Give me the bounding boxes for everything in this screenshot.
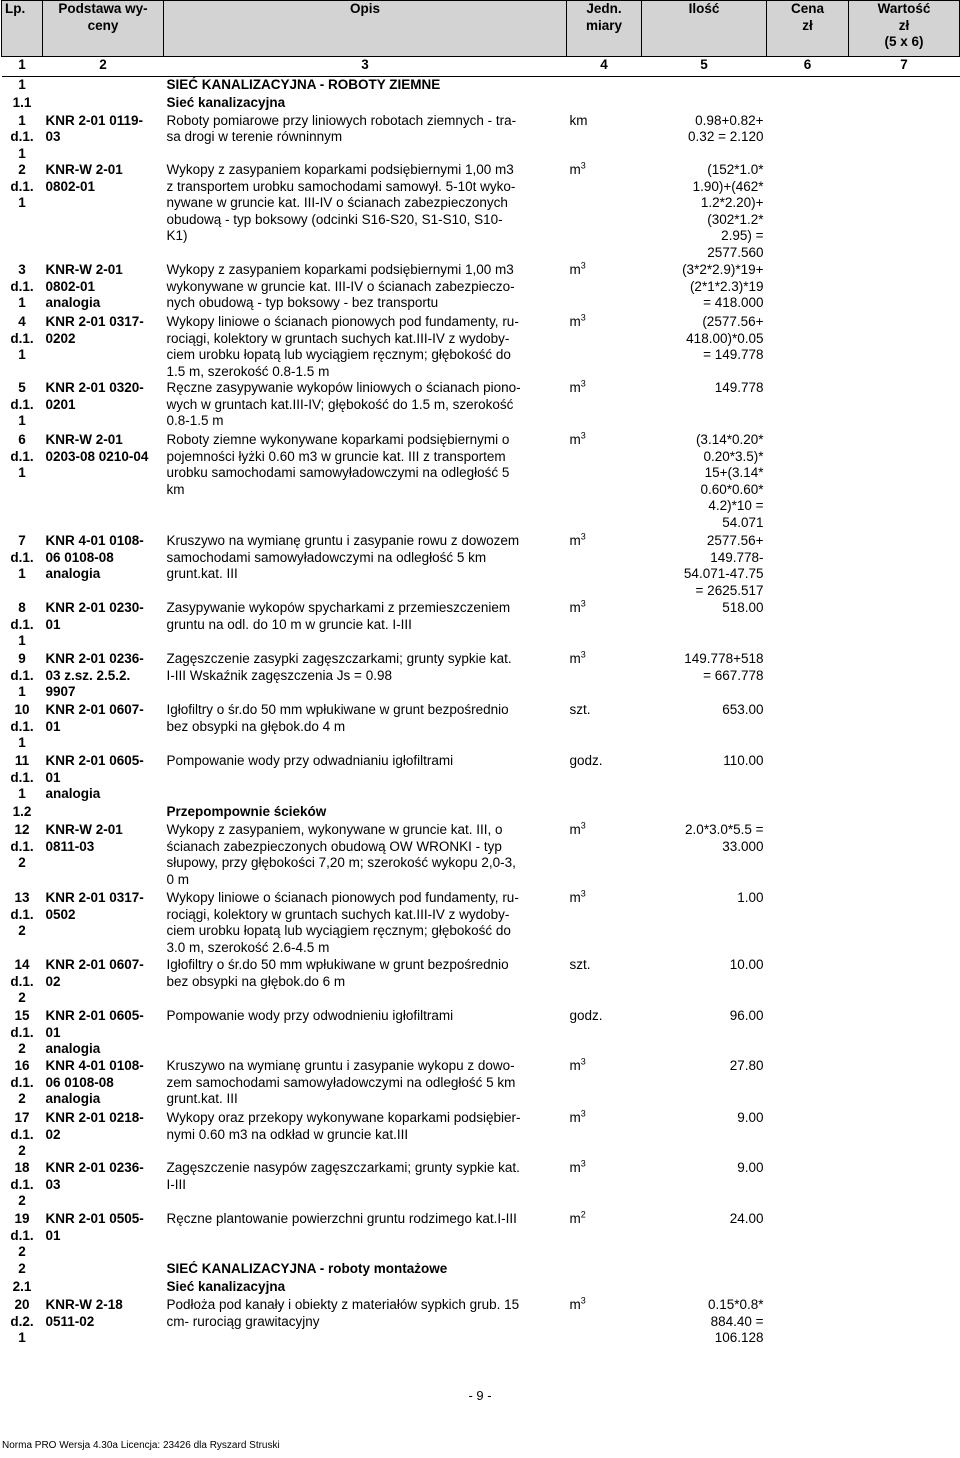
table-row xyxy=(2,702,960,753)
table-header-row xyxy=(2,1,960,57)
row-quantity: 2.0*3.0*5.5 = 33.000 xyxy=(685,822,764,854)
row-price xyxy=(767,314,849,380)
row-unit: $m^3$ xyxy=(569,1058,586,1073)
row-quantity: 110.00 xyxy=(723,753,764,768)
row-unit: $m^3$ xyxy=(569,822,586,837)
row-value xyxy=(849,1008,960,1058)
row-basis: KNR 2-01 0119- 03 xyxy=(45,112,144,144)
table-row xyxy=(2,957,960,1008)
row-unit: $m^3$ xyxy=(569,1160,586,1175)
row-basis: KNR 2-01 0236- 03 z.sz. 2.5.2. 9907 xyxy=(45,651,144,699)
row-lp: 6 d.1. 1 xyxy=(10,432,34,480)
row-value xyxy=(849,1110,960,1160)
row-quantity: (3.14*0.20* 0.20*3.5)* 15+(3.14* 0.60*0.60* 4.2)*10 = 54.071 xyxy=(695,432,764,530)
row-basis: KNR 2-01 0317- 0202 xyxy=(45,314,144,346)
colnum-6: 6 xyxy=(767,57,849,77)
row-quantity: 9.00 xyxy=(737,1160,764,1175)
colnum-2: 2 xyxy=(43,57,164,77)
row-description: Igłofiltry o śr.do 50 mm wpłukiwane w grunt bezpośrednio bez obsypki na głębok.do 4 m xyxy=(166,702,509,734)
table-row xyxy=(2,753,960,804)
row-unit: $m^3$ xyxy=(569,162,586,177)
section-title: SIEĆ KANALIZACYJNA - roboty montażowe xyxy=(166,1261,448,1276)
row-lp: 7 d.1. 1 xyxy=(10,533,34,581)
row-basis: KNR 2-01 0607- 01 xyxy=(45,702,144,734)
header-value: Wartość zł (5 x 6) xyxy=(849,1,960,57)
table-row xyxy=(2,651,960,702)
row-unit: godz. xyxy=(569,753,603,768)
row-value xyxy=(849,702,960,753)
row-quantity: 149.778 xyxy=(714,380,764,395)
row-price xyxy=(767,822,849,890)
row-unit: szt. xyxy=(569,702,591,717)
table-row xyxy=(2,600,960,651)
row-value xyxy=(849,314,960,380)
column-number-row xyxy=(2,57,960,77)
colnum-5: 5 xyxy=(642,57,767,77)
colnum-3: 3 xyxy=(164,57,567,77)
row-unit: $m^3$ xyxy=(569,600,586,615)
section-row xyxy=(2,77,960,95)
row-unit: $m^3$ xyxy=(569,533,586,548)
row-quantity: 0.98+0.82+ 0.32 = 2.120 xyxy=(688,112,764,144)
table-row xyxy=(2,1160,960,1211)
table-row xyxy=(2,1110,960,1160)
row-quantity: (2577.56+ 418.00)*0.05 = 149.778 xyxy=(686,314,764,362)
row-unit: km xyxy=(569,112,588,128)
row-unit: $m^3$ xyxy=(569,890,586,905)
section-lp: 1.2 xyxy=(12,804,32,819)
row-quantity: 9.00 xyxy=(737,1110,764,1125)
row-unit: szt. xyxy=(569,957,591,972)
row-lp: 19 d.1. 2 xyxy=(10,1211,34,1259)
row-basis: KNR 2-01 0317- 0502 xyxy=(45,890,144,922)
row-unit: godz. xyxy=(569,1008,603,1023)
row-basis: KNR 2-01 0320- 0201 xyxy=(45,380,144,412)
row-price xyxy=(767,432,849,533)
row-description: Igłofiltry o śr.do 50 mm wpłukiwane w grunt bezpośrednio bez obsypki na głębok.do 6 m xyxy=(166,957,509,989)
row-description: Zagęszczenie nasypów zagęszczarkami; grunty sypkie kat. I-III xyxy=(166,1160,520,1192)
row-quantity: 149.778+518 = 667.778 xyxy=(684,651,764,683)
section-lp: 2.1 xyxy=(12,1279,32,1294)
row-unit: $m^3$ xyxy=(569,380,586,395)
row-value xyxy=(849,1297,960,1349)
row-lp: 12 d.1. 2 xyxy=(10,822,34,870)
row-lp: 5 d.1. 1 xyxy=(10,380,34,428)
row-basis: KNR 2-01 0605- 01 analogia xyxy=(45,1008,144,1056)
table-row xyxy=(2,1008,960,1058)
row-price xyxy=(767,1008,849,1058)
page-number: - 9 - xyxy=(468,1388,492,1403)
table-row xyxy=(2,380,960,432)
row-unit: $m^3$ xyxy=(569,432,586,447)
section-spacer xyxy=(43,77,164,95)
table-row xyxy=(2,314,960,380)
row-description: Roboty ziemne wykonywane koparkami podsiębiernymi o pojemności łyżki 0.60 m3 w gruncie kat. III z transportem urobku samochodami samowyładowczymi na odległość 5 km xyxy=(166,432,510,497)
row-description: Ręczne zasypywanie wykopów liniowych o ścianach piono- wych w gruntach kat.III-IV; głębokość do 1.5 m, szerokość 0.8-1.5 m xyxy=(166,380,521,428)
colnum-4: 4 xyxy=(567,57,642,77)
header-lp: Lp. xyxy=(2,1,43,57)
row-unit: $m^3$ xyxy=(569,314,586,329)
row-lp: 17 d.1. 2 xyxy=(10,1110,34,1158)
row-value xyxy=(849,957,960,1008)
row-basis: KNR 4-01 0108- 06 0108-08 analogia xyxy=(45,533,144,581)
row-lp: 1 d.1. 1 xyxy=(10,112,34,161)
row-price xyxy=(767,262,849,314)
license-note: Norma PRO Wersja 4.30a Licencja: 23426 dla Ryszard Struski xyxy=(2,1440,280,1451)
row-basis: KNR 2-01 0607- 02 xyxy=(45,957,144,989)
row-quantity: 653.00 xyxy=(722,702,764,717)
row-basis: KNR 4-01 0108- 06 0108-08 analogia xyxy=(45,1058,144,1106)
row-value xyxy=(849,822,960,890)
row-lp: 14 d.1. 2 xyxy=(10,957,34,1005)
section-spacer xyxy=(43,1279,164,1297)
colnum-1: 1 xyxy=(2,57,43,77)
row-unit: $m^3$ xyxy=(569,262,586,277)
row-lp: 13 d.1. 2 xyxy=(10,890,34,938)
row-lp: 3 d.1. 1 xyxy=(10,262,34,310)
row-value xyxy=(849,753,960,804)
row-description: Podłoża pod kanały i obiekty z materiałów sypkich grub. 15 cm- rurociąg grawitacyjny xyxy=(166,1297,520,1329)
row-value xyxy=(849,380,960,432)
subsection-row xyxy=(2,95,960,113)
row-lp: 16 d.1. 2 xyxy=(10,1058,34,1106)
section-spacer xyxy=(43,804,164,822)
row-description: Zagęszczenie zasypki zagęszczarkami; grunty sypkie kat. I-III Wskaźnik zagęszczenia Js = 0.98 xyxy=(166,651,512,683)
row-value xyxy=(849,1160,960,1211)
row-description: Pompowanie wody przy odwadnianiu igłofiltrami xyxy=(166,753,454,768)
row-value xyxy=(849,890,960,957)
row-description: Pompowanie wody przy odwodnieniu igłofiltrami xyxy=(166,1008,454,1023)
row-quantity: 518.00 xyxy=(722,600,764,615)
row-description: Wykopy oraz przekopy wykonywane koparkami podsiębier- nymi 0.60 m3 na odkład w gruncie kat.III xyxy=(166,1110,521,1142)
header-qty: Ilość xyxy=(642,1,767,57)
row-price xyxy=(767,651,849,702)
table-row xyxy=(2,432,960,533)
table-row xyxy=(2,1058,960,1110)
row-price xyxy=(767,1211,849,1261)
row-price xyxy=(767,1110,849,1160)
section-lp: 1.1 xyxy=(12,94,32,110)
subsection-row xyxy=(2,1279,960,1297)
row-value xyxy=(849,1211,960,1261)
header-basis: Podstawa wy- ceny xyxy=(43,1,164,57)
row-description: Wykopy liniowe o ścianach pionowych pod fundamenty, ru- rociągi, kolektory w gruntach suchych kat.III-IV z wydoby- ciem urobku łopatą lub wyciągiem ręcznym; głębokość do 3.0 m, szerokość 2.6-4.5 m xyxy=(166,890,519,955)
row-price xyxy=(767,702,849,753)
row-price xyxy=(767,533,849,600)
row-lp: 9 d.1. 1 xyxy=(10,651,34,699)
header-price: Cena zł xyxy=(767,1,849,57)
row-quantity: 1.00 xyxy=(737,890,764,905)
row-lp: 10 d.1. 1 xyxy=(10,702,34,750)
table-row xyxy=(2,113,960,163)
row-unit: $m^3$ xyxy=(569,651,586,666)
row-price xyxy=(767,600,849,651)
row-unit: $m^3$ xyxy=(569,1110,586,1125)
cost-table xyxy=(1,0,960,1349)
row-price xyxy=(767,1297,849,1349)
row-price xyxy=(767,1058,849,1110)
row-description: Kruszywo na wymianę gruntu i zasypanie rowu z dowozem samochodami samowyładowczymi na odległość 5 km grunt.kat. III xyxy=(166,533,520,581)
row-lp: 2 d.1. 1 xyxy=(10,162,34,210)
row-quantity: 24.00 xyxy=(729,1211,764,1226)
row-price xyxy=(767,113,849,163)
row-lp: 4 d.1. 1 xyxy=(10,314,34,362)
row-value xyxy=(849,262,960,314)
row-price xyxy=(767,1160,849,1211)
row-price xyxy=(767,380,849,432)
section-title: Sieć kanalizacyjna xyxy=(166,94,286,110)
row-basis: KNR 2-01 0230- 01 xyxy=(45,600,144,632)
table-row xyxy=(2,890,960,957)
row-basis: KNR-W 2-01 0811-03 xyxy=(45,822,123,854)
row-quantity: 96.00 xyxy=(729,1008,764,1023)
section-lp: 2 xyxy=(18,1261,26,1276)
row-quantity: 2577.56+ 149.778- 54.071-47.75 = 2625.517 xyxy=(683,533,764,598)
section-lp: 1 xyxy=(18,77,26,92)
table-row xyxy=(2,262,960,314)
row-value xyxy=(849,162,960,262)
header-unit: Jedn. miary xyxy=(567,1,642,57)
table-row xyxy=(2,1211,960,1261)
table-row xyxy=(2,533,960,600)
row-value xyxy=(849,600,960,651)
row-value xyxy=(849,651,960,702)
row-value xyxy=(849,432,960,533)
section-row xyxy=(2,1261,960,1279)
section-spacer xyxy=(43,1261,164,1279)
row-quantity: 27.80 xyxy=(729,1058,764,1073)
row-lp: 18 d.1. 2 xyxy=(10,1160,34,1208)
section-spacer xyxy=(43,95,164,113)
row-unit: $m^3$ xyxy=(569,1297,586,1312)
row-quantity: 10.00 xyxy=(729,957,764,972)
row-basis: KNR 2-01 0236- 03 xyxy=(45,1160,144,1192)
row-price xyxy=(767,162,849,262)
section-title: Przepompownie ścieków xyxy=(166,804,327,819)
colnum-7: 7 xyxy=(849,57,960,77)
row-basis: KNR 2-01 0505- 01 xyxy=(45,1211,144,1243)
row-quantity: (152*1.0* 1.90)+(462* 1.2*2.20)+ (302*1.2* 2.95) = 2577.560 xyxy=(692,162,764,260)
row-description: Wykopy z zasypaniem koparkami podsiębiernymi 1,00 m3 z transportem urobku samochodami samowył. 5-10t wyko- nywane w gruncie kat. III-IV o ścianach zabezpieczonych obudową - typ boksowy (odcinki S16-S20, S1-S10, S10- K1) xyxy=(166,162,516,243)
subsection-row xyxy=(2,804,960,822)
row-lp: 15 d.1. 2 xyxy=(10,1008,34,1056)
row-description: Kruszywo na wymianę gruntu i zasypanie wykopu z dowo- zem samochodami samowyładowczymi na odległość 5 km grunt.kat. III xyxy=(166,1058,516,1106)
row-quantity: (3*2*2.9)*19+ (2*1*2.3)*19 = 418.000 xyxy=(682,262,764,310)
row-basis: KNR 2-01 0218- 02 xyxy=(45,1110,144,1142)
row-value xyxy=(849,1058,960,1110)
table-row xyxy=(2,822,960,890)
row-description: Wykopy z zasypaniem, wykonywane w gruncie kat. III, o ścianach zabezpieczonych obudową OW WRONKI - typ słupowy, przy głębokości 7,20 m; szerokość wykopu 2,0-3, 0 m xyxy=(166,822,516,887)
row-basis: KNR-W 2-01 0203-08 0210-04 xyxy=(45,432,149,464)
row-unit: $m^2$ xyxy=(569,1211,586,1226)
header-desc: Opis xyxy=(164,1,567,57)
row-value xyxy=(849,113,960,163)
row-lp: 20 d.2. 1 xyxy=(10,1297,34,1345)
section-title: SIEĆ KANALIZACYJNA - ROBOTY ZIEMNE xyxy=(166,77,441,92)
row-basis: KNR-W 2-01 0802-01 analogia xyxy=(45,262,123,310)
table-row xyxy=(2,1297,960,1349)
row-price xyxy=(767,753,849,804)
row-description: Roboty pomiarowe przy liniowych robotach ziemnych - tra- sa drogi w terenie równinnym xyxy=(166,112,517,144)
row-quantity: 0.15*0.8* 884.40 = 106.128 xyxy=(707,1297,764,1345)
table-row xyxy=(2,162,960,262)
row-description: Wykopy z zasypaniem koparkami podsiębiernymi 1,00 m3 wykonywane w gruncie kat. III-IV o ścianach zabezpieczo- nych obudową - typ boksowy - bez transportu xyxy=(166,262,515,310)
row-description: Zasypywanie wykopów spycharkami z przemieszczeniem gruntu na odl. do 10 m w gruncie kat. I-III xyxy=(166,600,511,632)
row-basis: KNR 2-01 0605- 01 analogia xyxy=(45,753,144,801)
row-description: Ręczne plantowanie powierzchni gruntu rodzimego kat.I-III xyxy=(166,1211,517,1226)
row-basis: KNR-W 2-18 0511-02 xyxy=(45,1297,123,1329)
row-basis: KNR-W 2-01 0802-01 xyxy=(45,162,123,194)
section-title: Sieć kanalizacyjna xyxy=(166,1279,286,1294)
row-value xyxy=(849,533,960,600)
row-lp: 8 d.1. 1 xyxy=(10,600,34,648)
row-description: Wykopy liniowe o ścianach pionowych pod fundamenty, ru- rociągi, kolektory w gruntach suchych kat.III-IV z wydoby- ciem urobku łopatą lub wyciągiem ręcznym; głębokość do 1.5 m, szerokość 0.8-1.5 m xyxy=(166,314,519,379)
row-lp: 11 d.1. 1 xyxy=(10,753,34,801)
row-price xyxy=(767,957,849,1008)
row-price xyxy=(767,890,849,957)
